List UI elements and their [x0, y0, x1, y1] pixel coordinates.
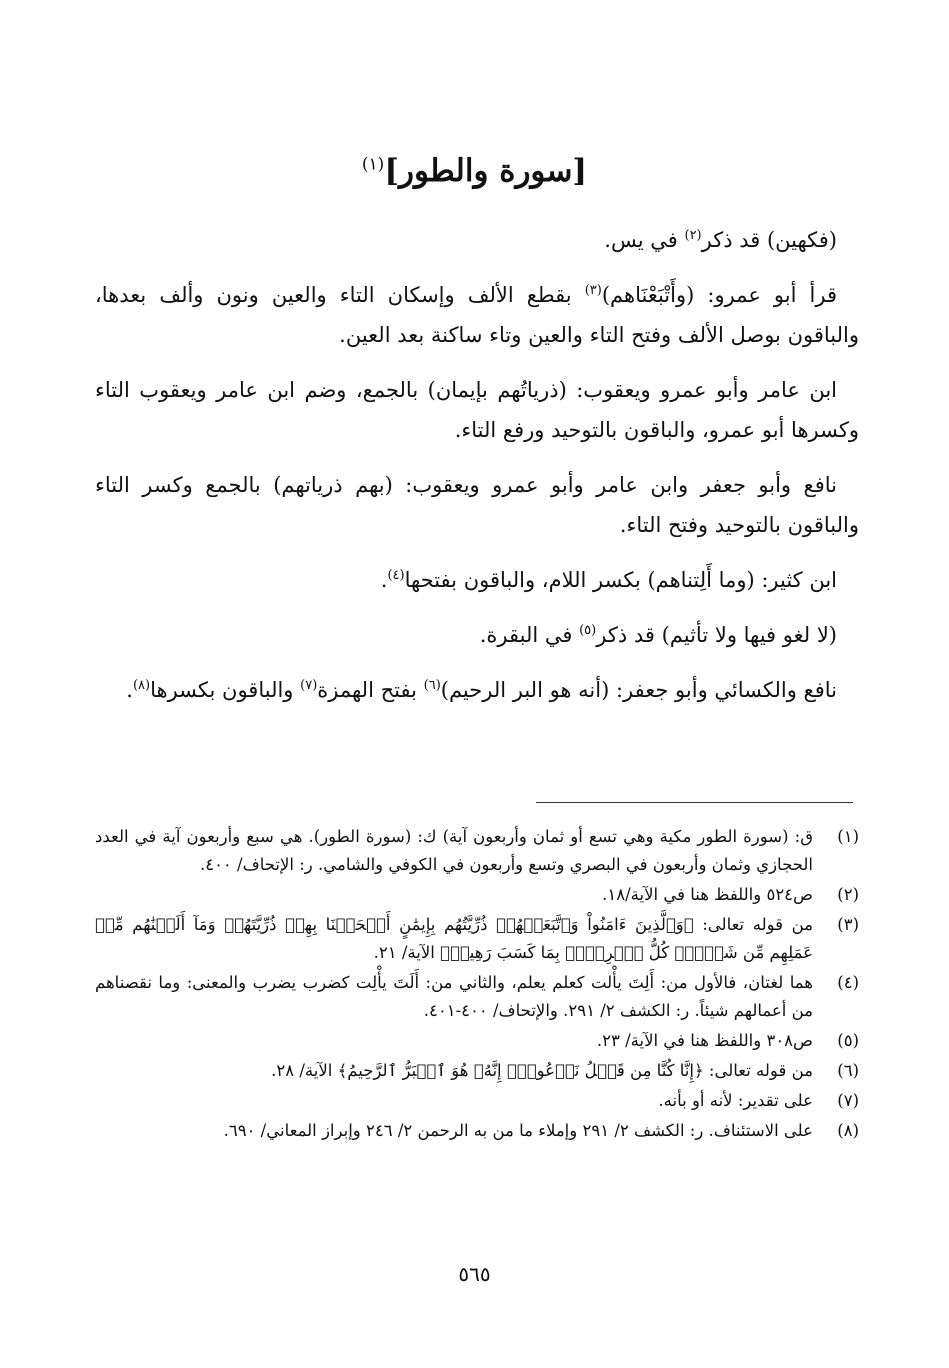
paragraph [95, 560, 859, 600]
footnote [95, 881, 859, 909]
footnote [95, 1057, 859, 1085]
footnote-number: (٨) [837, 1121, 859, 1140]
footnote [95, 1027, 859, 1055]
footnote-number: (١) [837, 827, 859, 846]
paragraph [95, 370, 859, 450]
surah-title [0, 153, 949, 189]
paragraph-text: بقطع الألف وإسكان التاء والعين ونون وألف بعدها، والباقون بوصل الألف وفتح التاء والعين وتاء ساكنة بعد العين. [95, 283, 859, 347]
surah-title-text: [سورة والطور] [384, 153, 588, 189]
paragraph-text: ابن عامر وأبو عمرو ويعقوب: (ذرياتُهم بإيمان) بالجمع، وضم ابن عامر ويعقوب التاء وكسرها أبو عمرو، والباقون بالتوحيد ورفع التاء. [95, 378, 859, 442]
footnote [95, 823, 859, 879]
footnote-text: ص٣٠٨ واللفظ هنا في الآية/ ٢٣. [596, 1031, 813, 1050]
footnote-number: (٦) [837, 1061, 859, 1080]
paragraph-text: (لا لغو فيها ولا تأثيم) قد ذكر [596, 623, 837, 647]
footnote-ref: (٨) [132, 678, 151, 693]
footnote-text: من قوله تعالى: ﴿وَٱلَّذِينَ ءَامَنُواْ وَٱتَّبَعَتۡهُمۡ ذُرِّيَّتُهُم بِإِيمَٰنٍ أَلۡحَقۡنَا بِهِمۡ ذُرِّيَّتَهُمۡ وَمَآ أَلَتۡنَٰهُم مِّنۡ عَمَلِهِم مِّن شَيۡءٖۚ كُلُّ ٱمۡرِيِٕۭ بِمَا كَسَبَ رَهِينٞ﴾ الآية/ ٢١. [95, 915, 813, 962]
footnote-text: من قوله تعالى: ﴿إِنَّا كُنَّا مِن قَبۡلُ نَدۡعُوهُۖ إِنَّهُۥ هُوَ ٱلۡبَرُّ ٱلرَّحِيمُ﴾ الآية/ ٢٨. [271, 1061, 813, 1080]
main-text [95, 220, 859, 725]
paragraph-text: قرأ أبو عمرو: (وأَتْبَعْنَاهم) [601, 283, 837, 307]
paragraph [95, 220, 859, 260]
footnote [95, 911, 859, 967]
footnote-ref: (٤) [387, 568, 405, 583]
footnote-text: هما لغتان، فالأول من: أَلِتَ يأْلت كعلم يعلم، والثاني من: أَلَتَ يأْلِت كضرب يضرب والمعنى: وما نقصناهم من أعمالهم شيئاً. ر: الكشف ٢/ ٢٩١. والإتحاف/ ٤٠٠-٤٠١. [95, 973, 813, 1020]
footnote-text: على الاستئناف. ر: الكشف ٢/ ٢٩١ وإملاء ما من به الرحمن ٢/ ٢٤٦ وإبراز المعاني/ ٦٩٠. [223, 1121, 813, 1140]
paragraph-text: في البقرة. [479, 623, 580, 647]
paragraph-text: والباقون بكسرها [150, 678, 301, 702]
paragraph-text: نافع والكسائي وأبو جعفر: (أنه هو البر الرحيم) [440, 678, 837, 702]
paragraph [95, 615, 859, 655]
paragraph-text: بفتح الهمزة [317, 678, 424, 702]
paragraph-text: (فكهين) قد ذكر [701, 228, 837, 252]
footnote [95, 969, 859, 1025]
paragraph [95, 275, 859, 355]
paragraph-text: . [380, 568, 388, 592]
paragraph-text: ابن كثير: (وما أَلِتناهم) بكسر اللام، والباقون بفتحها [404, 568, 837, 592]
footnote-ref: (٦) [423, 678, 441, 693]
footnote-ref: (٣) [584, 283, 602, 298]
paragraph [95, 670, 859, 710]
footnote-text: على تقدير: لأنه أو بأنه. [658, 1091, 813, 1110]
footnote [95, 1117, 859, 1145]
paragraph-text: نافع وأبو جعفر وابن عامر وأبو عمرو ويعقوب: (بهم ذرياتهم) بالجمع وكسر التاء والباقون بالتوحيد وفتح التاء. [95, 473, 859, 537]
footnote-text: ص٥٢٤ واللفظ هنا في الآية/١٨. [602, 885, 813, 904]
footnotes [95, 823, 859, 1147]
paragraph [95, 465, 859, 545]
footnote-number: (٤) [837, 973, 859, 992]
footnote-number: (٢) [837, 885, 859, 904]
footnote-number: (٧) [837, 1091, 859, 1110]
footnote-number: (٥) [837, 1031, 859, 1050]
footnote-ref: (٧) [300, 678, 318, 693]
footnote-text: ق: (سورة الطور مكية وهي تسع أو ثمان وأربعون آية) ك: (سورة الطور). هي سبع وأربعون آية في العدد الحجازي وثمان وأربعون في البصري وتسع وأربعون في الكوفي والشامي. ر: الإتحاف/ ٤٠٠. [95, 827, 813, 874]
title-footnote-ref: (١) [361, 154, 385, 175]
footnote-number: (٣) [837, 915, 859, 934]
page-number: ٥٦٥ [458, 1262, 491, 1286]
footnote-ref: (٢) [684, 228, 702, 243]
footnote [95, 1087, 859, 1115]
paragraph-text: في يس. [604, 228, 685, 252]
footnote-divider [536, 802, 853, 803]
paragraph-text: . [126, 678, 133, 702]
footnote-ref: (٥) [579, 623, 597, 638]
